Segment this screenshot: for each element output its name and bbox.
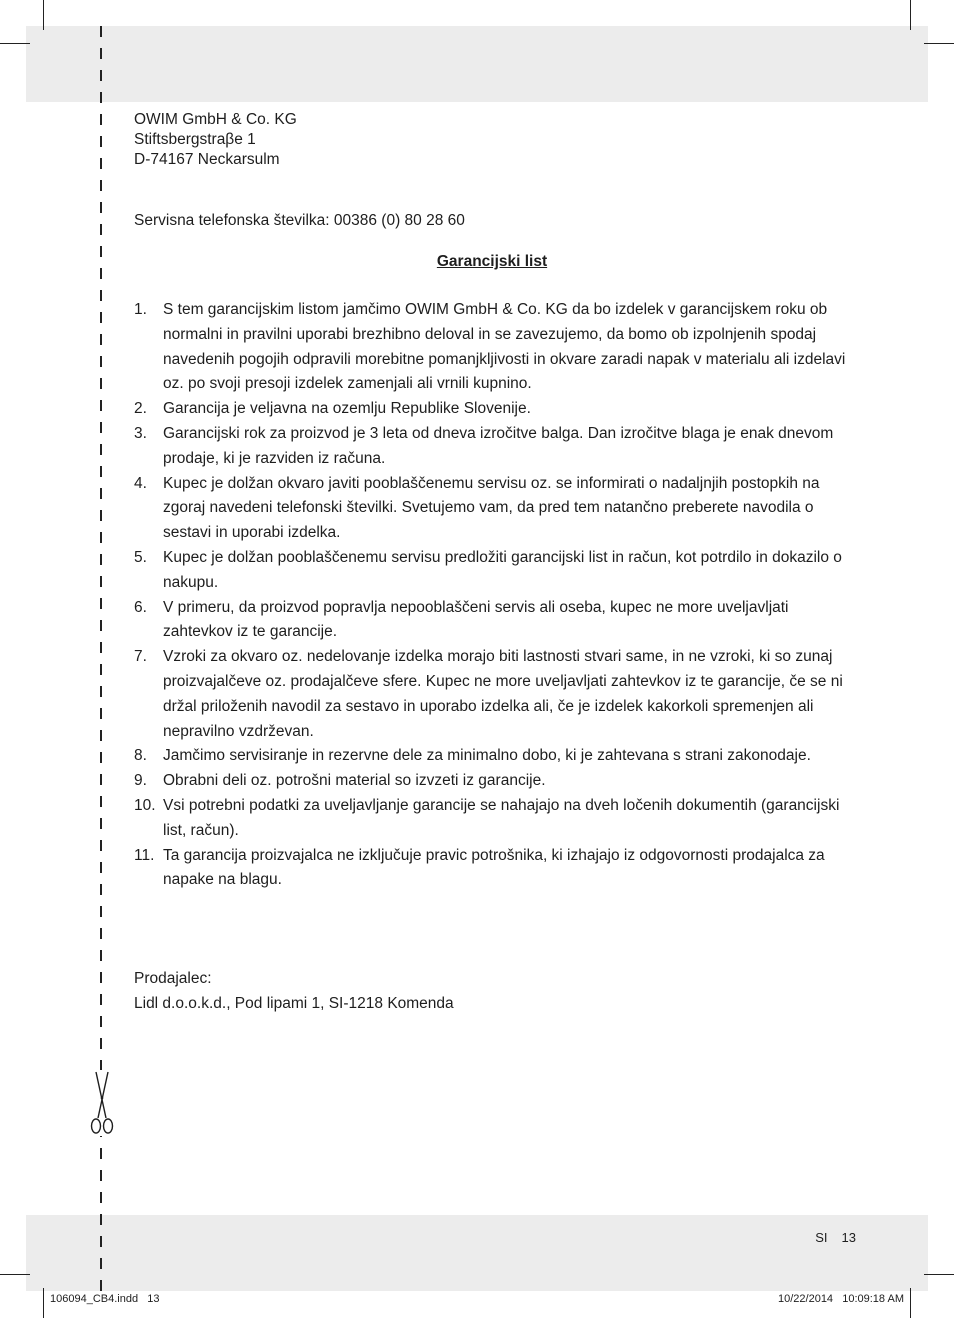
seller-label: Prodajalec: (134, 970, 212, 987)
print-timestamp: 10/22/2014 10:09:18 AM (778, 1293, 904, 1305)
address-block (134, 110, 297, 170)
list-item: 9. Obrabni deli oz. potrošni material so izvzeti iz garancije. (134, 772, 546, 790)
print-file-info: 106094_CB4.indd 13 (50, 1293, 160, 1305)
list-item: 11. Ta garancija proizvajalca ne izključuje pravic potrošnika, ki izhajajo iz odgovornosti prodajalca za napake na blagu. (134, 846, 825, 889)
list-item: 4. Kupec je dolžan okvaro javiti pooblaščenemu servisu oz. se informirati o nadaljnjih postopkih na zgoraj navedeni telefonski številki. Svetujemo vam, da pred tem natančno preberete navodila o sestavi in uporabi izdelka. (134, 474, 820, 542)
list-item: 6. V primeru, da proizvod popravlja nepooblaščeni servis ali oseba, kupec ne more uveljavljati zahtevkov iz te garancije. (134, 598, 789, 641)
list-item: 8. Jamčimo servisiranje in rezervne dele za minimalno dobo, ki je zahtevana s strani zakonodaje. (134, 747, 811, 765)
seller-value: Lidl d.o.o.k.d., Pod lipami 1, SI-1218 Komenda (134, 995, 454, 1012)
city-address: D-74167 Neckarsulm (134, 151, 280, 168)
list-item: 2. Garancija je veljavna na ozemlju Republike Slovenije. (134, 400, 531, 418)
list-item: 1. S tem garancijskim listom jamčimo OWIM GmbH & Co. KG da bo izdelek v garancijskem roku ob normalni in pravilni uporabi brezhibno deloval in se zavezujemo, da bomo ob izpolnjenih spodaj navedenih pogojih odpravili morebitne pomanjkljivosti in okvare zaradi napak v materialu ali izdelavi oz. po svoji presoji izdelek zamenjali ali vrnili kupnino. (134, 301, 846, 393)
page-number (815, 1230, 856, 1245)
footer-band (26, 1215, 928, 1291)
street-address: Stiftsbergstraβe 1 (134, 131, 256, 148)
language-code: SI (815, 1230, 828, 1245)
company-name: OWIM GmbH & Co. KG (134, 111, 297, 128)
list-item: 10. Vsi potrebni podatki za uveljavljanje garancije se nahajajo na dveh ločenih dokumentih (garancijski list, račun). (134, 796, 840, 839)
list-item: 7. Vzroki za okvaro oz. nedelovanje izdelka morajo biti lastnosti stvari same, in ne vzroki, ki so zunaj proizvajalčeve oz. prodajalčeve sfere. Kupec ne more uveljavljati zahtevkov iz te garancije, če se ni držal priloženih navodil za sestavo in uporabo izdelka ali, če je izdelek kakorkoli spremenjen ali nepravilno vzdrževan. (134, 648, 843, 740)
list-item: 3. Garancijski rok za proizvod je 3 leta od dneva izročitve balga. Dan izročitve blaga je enak dnevom prodaje, ki je razviden iz računa. (134, 424, 834, 467)
seller-block (134, 966, 454, 1016)
document-title: Garancijski list (436, 253, 548, 270)
scissors-icon (87, 1070, 117, 1136)
list-item: 5. Kupec je dolžan pooblaščenemu servisu predložiti garancijski list in račun, kot potrdilo in dokazilo o nakupu. (134, 548, 842, 591)
header-band (26, 26, 928, 102)
terms-list (134, 298, 856, 893)
service-phone: Servisna telefonska številka: 00386 (0) 80 28 60 (134, 212, 465, 229)
page-number-value: 13 (841, 1230, 856, 1245)
